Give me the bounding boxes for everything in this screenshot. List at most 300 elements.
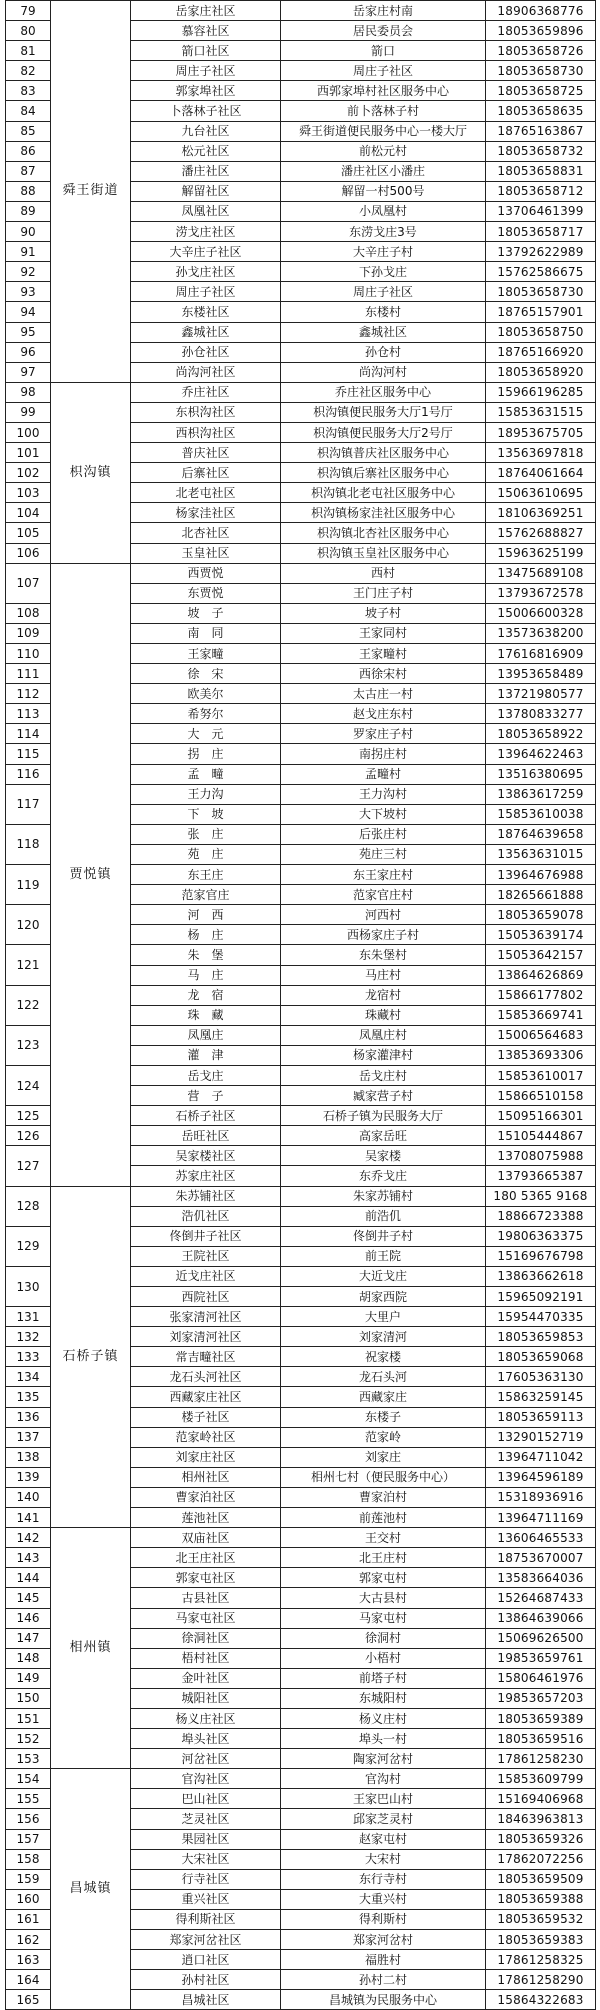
row-number: 112 [6, 684, 51, 704]
service-address: 枳沟镇便民服务大厅2号厅 [281, 422, 486, 442]
service-address: 杨义庄村 [281, 1708, 486, 1728]
community-name: 郭家埠社区 [131, 81, 281, 101]
community-name: 乔庄社区 [131, 382, 281, 402]
row-number: 134 [6, 1367, 51, 1387]
community-name: 朱 堡 [131, 945, 281, 965]
community-name: 近戈庄社区 [131, 1266, 281, 1286]
phone-number: 18906368776 [486, 1, 596, 21]
community-name: 范家岭社区 [131, 1427, 281, 1447]
community-name: 王力沟 [131, 784, 281, 804]
community-name: 古县社区 [131, 1588, 281, 1608]
phone-number: 17861258290 [486, 1970, 596, 1990]
service-address: 太古庄一村 [281, 684, 486, 704]
service-address: 周庄子社区 [281, 61, 486, 81]
service-address: 相州七村（便民服务中心） [281, 1467, 486, 1487]
service-address: 东涝戈庄3号 [281, 222, 486, 242]
row-number: 97 [6, 362, 51, 382]
phone-number: 15963625199 [486, 543, 596, 563]
phone-number: 18053659896 [486, 21, 596, 41]
phone-number: 13964676988 [486, 865, 596, 885]
town-name: 石桥子镇 [51, 1186, 131, 1528]
row-number: 127 [6, 1146, 51, 1186]
service-address: 徐洞村 [281, 1628, 486, 1648]
service-address: 大古县村 [281, 1588, 486, 1608]
service-address: 东楼村 [281, 302, 486, 322]
community-name: 巴山社区 [131, 1789, 281, 1809]
row-number: 133 [6, 1347, 51, 1367]
community-name: 相州社区 [131, 1467, 281, 1487]
row-number: 120 [6, 905, 51, 945]
row-number: 86 [6, 141, 51, 161]
service-address: 郭家屯村 [281, 1568, 486, 1588]
service-address: 埠头一村 [281, 1729, 486, 1749]
row-number: 139 [6, 1467, 51, 1487]
community-name: 王院社区 [131, 1246, 281, 1266]
phone-number: 13793672578 [486, 583, 596, 603]
row-number: 118 [6, 824, 51, 864]
service-address: 大里户 [281, 1307, 486, 1327]
phone-number: 13583664036 [486, 1568, 596, 1588]
phone-number: 18953675705 [486, 422, 596, 442]
row-number: 104 [6, 503, 51, 523]
community-name: 杨义庄社区 [131, 1708, 281, 1728]
service-address: 大宋村 [281, 1849, 486, 1869]
service-address: 马家屯村 [281, 1608, 486, 1628]
service-address: 赵家屯村 [281, 1829, 486, 1849]
service-address: 下孙戈庄 [281, 262, 486, 282]
row-number: 92 [6, 262, 51, 282]
phone-number: 18765163867 [486, 121, 596, 141]
phone-number: 13573638200 [486, 623, 596, 643]
community-name: 杨家洼社区 [131, 503, 281, 523]
community-name: 周庄子社区 [131, 282, 281, 302]
community-name: 刘家清河社区 [131, 1327, 281, 1347]
phone-number: 15966196285 [486, 382, 596, 402]
row-number: 90 [6, 222, 51, 242]
row-number: 119 [6, 865, 51, 905]
phone-number: 18265661888 [486, 885, 596, 905]
phone-number: 15866177802 [486, 985, 596, 1005]
row-number: 98 [6, 382, 51, 402]
service-address: 凤凰庄村 [281, 1025, 486, 1045]
service-address: 赵戈庄东村 [281, 704, 486, 724]
row-number: 140 [6, 1487, 51, 1507]
service-address: 东行寺村 [281, 1869, 486, 1889]
community-name: 苑 庄 [131, 844, 281, 864]
row-number: 122 [6, 985, 51, 1025]
phone-number: 18053658635 [486, 101, 596, 121]
row-number: 162 [6, 1930, 51, 1950]
row-number: 81 [6, 41, 51, 61]
service-address: 前王院 [281, 1246, 486, 1266]
community-name: 马家屯社区 [131, 1608, 281, 1628]
service-address: 西村 [281, 563, 486, 583]
service-address: 孙村二村 [281, 1970, 486, 1990]
service-address: 王力沟村 [281, 784, 486, 804]
community-name: 东王庄 [131, 865, 281, 885]
phone-number: 18053659383 [486, 1930, 596, 1950]
row-number: 101 [6, 443, 51, 463]
community-name: 涝戈庄社区 [131, 222, 281, 242]
community-name: 珠 藏 [131, 1005, 281, 1025]
row-number: 165 [6, 1990, 51, 2010]
phone-number: 18053659113 [486, 1407, 596, 1427]
phone-number: 15864322683 [486, 1990, 596, 2010]
community-name: 苏家庄社区 [131, 1166, 281, 1186]
phone-number: 18764639658 [486, 824, 596, 844]
community-name: 大 元 [131, 724, 281, 744]
phone-number: 17616816909 [486, 644, 596, 664]
phone-number: 13792622989 [486, 242, 596, 262]
row-number: 88 [6, 181, 51, 201]
service-address: 前松元村 [281, 141, 486, 161]
community-name: 拐 庄 [131, 744, 281, 764]
phone-number: 13964622463 [486, 744, 596, 764]
service-address: 王家同村 [281, 623, 486, 643]
service-address: 箭口 [281, 41, 486, 61]
service-address: 福胜村 [281, 1950, 486, 1970]
community-name: 西藏家庄社区 [131, 1387, 281, 1407]
phone-number: 15866510158 [486, 1086, 596, 1106]
phone-number: 13953658489 [486, 664, 596, 684]
row-number: 113 [6, 704, 51, 724]
community-name: 孙仓社区 [131, 342, 281, 362]
row-number: 149 [6, 1668, 51, 1688]
community-name: 昌城社区 [131, 1990, 281, 2010]
phone-number: 13863617259 [486, 784, 596, 804]
phone-number: 15105444867 [486, 1126, 596, 1146]
phone-number: 19853659761 [486, 1648, 596, 1668]
row-number: 158 [6, 1849, 51, 1869]
service-address: 东楼子 [281, 1407, 486, 1427]
row-number: 141 [6, 1508, 51, 1528]
phone-number: 18053659853 [486, 1327, 596, 1347]
row-number: 124 [6, 1065, 51, 1105]
service-address: 曹家泊村 [281, 1487, 486, 1507]
community-name: 慕容社区 [131, 21, 281, 41]
service-address: 枳沟镇普庆社区服务中心 [281, 443, 486, 463]
service-address: 小梧村 [281, 1648, 486, 1668]
community-name: 东楼社区 [131, 302, 281, 322]
community-name: 郭家屯社区 [131, 1568, 281, 1588]
phone-number: 15853631515 [486, 402, 596, 422]
phone-number: 18053658831 [486, 161, 596, 181]
row-number: 95 [6, 322, 51, 342]
service-address: 枳沟镇北老屯社区服务中心 [281, 483, 486, 503]
community-name: 九台社区 [131, 121, 281, 141]
row-number: 163 [6, 1950, 51, 1970]
phone-number: 13864626869 [486, 965, 596, 985]
community-name: 大宋社区 [131, 1849, 281, 1869]
community-name: 范家官庄 [131, 885, 281, 905]
community-name: 莲池社区 [131, 1508, 281, 1528]
community-name: 希努尔 [131, 704, 281, 724]
service-address: 吴家楼 [281, 1146, 486, 1166]
row-number: 155 [6, 1789, 51, 1809]
service-address: 西藏家庄 [281, 1387, 486, 1407]
phone-number: 18765157901 [486, 302, 596, 322]
row-number: 143 [6, 1548, 51, 1568]
service-address: 杨家灌津村 [281, 1045, 486, 1065]
phone-number: 18765166920 [486, 342, 596, 362]
phone-number: 15954470335 [486, 1307, 596, 1327]
community-name: 梧村社区 [131, 1648, 281, 1668]
community-name: 金叶社区 [131, 1668, 281, 1688]
phone-number: 17605363130 [486, 1367, 596, 1387]
phone-number: 18053659078 [486, 905, 596, 925]
community-name: 埠头社区 [131, 1729, 281, 1749]
service-address: 王家疃村 [281, 644, 486, 664]
table-row [6, 563, 596, 583]
service-address: 北王庄村 [281, 1548, 486, 1568]
service-address: 郑家河岔村 [281, 1930, 486, 1950]
community-name: 行寺社区 [131, 1869, 281, 1889]
community-name: 后寨社区 [131, 463, 281, 483]
phone-number: 18053658922 [486, 724, 596, 744]
service-address: 河西村 [281, 905, 486, 925]
service-address: 大辛庄子村 [281, 242, 486, 262]
row-number: 102 [6, 463, 51, 483]
service-address: 前卜落林子村 [281, 101, 486, 121]
service-address: 官沟村 [281, 1769, 486, 1789]
service-address: 坡子村 [281, 603, 486, 623]
community-name: 徐洞社区 [131, 1628, 281, 1648]
phone-number: 13863662618 [486, 1266, 596, 1286]
phone-number: 13864639066 [486, 1608, 596, 1628]
phone-number: 15762688827 [486, 523, 596, 543]
service-address: 潘庄社区小潘庄 [281, 161, 486, 181]
phone-number: 15063610695 [486, 483, 596, 503]
phone-number: 13563631015 [486, 844, 596, 864]
community-name: 逍口社区 [131, 1950, 281, 1970]
row-number: 129 [6, 1226, 51, 1266]
row-number: 137 [6, 1427, 51, 1447]
community-name: 玉皇社区 [131, 543, 281, 563]
community-name: 南 同 [131, 623, 281, 643]
community-name: 王家疃 [131, 644, 281, 664]
service-address: 胡家西院 [281, 1287, 486, 1307]
community-name: 杨 庄 [131, 925, 281, 945]
service-address: 南拐庄村 [281, 744, 486, 764]
service-address: 孟疃村 [281, 764, 486, 784]
row-number: 89 [6, 201, 51, 221]
table-row [6, 1528, 596, 1548]
row-number: 153 [6, 1749, 51, 1769]
phone-number: 18053658717 [486, 222, 596, 242]
row-number: 107 [6, 563, 51, 603]
service-address: 邱家芝灵村 [281, 1809, 486, 1829]
row-number: 128 [6, 1186, 51, 1226]
community-name: 北王庄社区 [131, 1548, 281, 1568]
service-address: 王家巴山村 [281, 1789, 486, 1809]
row-number: 79 [6, 1, 51, 21]
service-address: 龙宿村 [281, 985, 486, 1005]
row-number: 161 [6, 1909, 51, 1929]
phone-number: 18053658730 [486, 61, 596, 81]
row-number: 130 [6, 1266, 51, 1306]
phone-number: 15853610017 [486, 1065, 596, 1085]
service-address: 居民委员会 [281, 21, 486, 41]
service-address: 朱家苏铺村 [281, 1186, 486, 1206]
row-number: 106 [6, 543, 51, 563]
phone-number: 19853657203 [486, 1688, 596, 1708]
phone-number: 17861258230 [486, 1749, 596, 1769]
service-address: 大重兴村 [281, 1889, 486, 1909]
phone-number: 13853693306 [486, 1045, 596, 1065]
service-address: 罗家庄子村 [281, 724, 486, 744]
row-number: 93 [6, 282, 51, 302]
service-address: 石桥子镇为民服务大厅 [281, 1106, 486, 1126]
service-address: 祝家楼 [281, 1347, 486, 1367]
phone-number: 13964711169 [486, 1508, 596, 1528]
phone-number: 13475689108 [486, 563, 596, 583]
row-number: 125 [6, 1106, 51, 1126]
community-name: 得利斯社区 [131, 1909, 281, 1929]
community-name: 楼子社区 [131, 1407, 281, 1427]
row-number: 136 [6, 1407, 51, 1427]
phone-number: 18053658732 [486, 141, 596, 161]
service-address: 孙仓村 [281, 342, 486, 362]
service-address: 珠藏村 [281, 1005, 486, 1025]
phone-number: 18053659326 [486, 1829, 596, 1849]
service-address: 马庄村 [281, 965, 486, 985]
community-name: 郑家河岔社区 [131, 1930, 281, 1950]
row-number: 99 [6, 402, 51, 422]
service-address: 范家官庄村 [281, 885, 486, 905]
phone-number: 15053642157 [486, 945, 596, 965]
table-row [6, 1186, 596, 1206]
row-number: 148 [6, 1648, 51, 1668]
service-address: 前莲池村 [281, 1508, 486, 1528]
phone-number: 18053658712 [486, 181, 596, 201]
row-number: 83 [6, 81, 51, 101]
phone-number: 17862072256 [486, 1849, 596, 1869]
phone-number: 18053659516 [486, 1729, 596, 1749]
row-number: 80 [6, 21, 51, 41]
phone-number: 13290152719 [486, 1427, 596, 1447]
service-address: 前塔子村 [281, 1668, 486, 1688]
row-number: 123 [6, 1025, 51, 1065]
community-name: 营 子 [131, 1086, 281, 1106]
row-number: 145 [6, 1588, 51, 1608]
row-number: 160 [6, 1889, 51, 1909]
row-number: 109 [6, 623, 51, 643]
service-address: 岳家庄村南 [281, 1, 486, 21]
service-address: 陶家河岔村 [281, 1749, 486, 1769]
service-address: 西郭家埠村社区服务中心 [281, 81, 486, 101]
table-row [6, 1, 596, 21]
town-name: 枳沟镇 [51, 382, 131, 563]
row-number: 82 [6, 61, 51, 81]
community-name: 西枳沟社区 [131, 422, 281, 442]
community-name: 石桥子社区 [131, 1106, 281, 1126]
service-address: 范家岭 [281, 1427, 486, 1447]
phone-number: 13780833277 [486, 704, 596, 724]
row-number: 146 [6, 1608, 51, 1628]
phone-number: 15006600328 [486, 603, 596, 623]
phone-number: 18053658730 [486, 282, 596, 302]
service-address: 周庄子社区 [281, 282, 486, 302]
phone-number: 13706461399 [486, 201, 596, 221]
phone-number: 18053659388 [486, 1889, 596, 1909]
service-address: 枳沟镇便民服务大厅1号厅 [281, 402, 486, 422]
row-number: 91 [6, 242, 51, 262]
phone-number: 13793665387 [486, 1166, 596, 1186]
community-name: 东贾悦 [131, 583, 281, 603]
row-number: 138 [6, 1447, 51, 1467]
community-name: 坡 子 [131, 603, 281, 623]
service-address: 西徐宋村 [281, 664, 486, 684]
service-address: 臧家营子村 [281, 1086, 486, 1106]
community-name: 张家清河社区 [131, 1307, 281, 1327]
row-number: 131 [6, 1307, 51, 1327]
phone-number: 15053639174 [486, 925, 596, 945]
row-number: 117 [6, 784, 51, 824]
community-name: 大辛庄子社区 [131, 242, 281, 262]
phone-number: 13516380695 [486, 764, 596, 784]
phone-number: 180 5365 9168 [486, 1186, 596, 1206]
community-name: 鑫城社区 [131, 322, 281, 342]
phone-number: 19806363375 [486, 1226, 596, 1246]
community-name: 松元社区 [131, 141, 281, 161]
community-name: 果园社区 [131, 1829, 281, 1849]
row-number: 115 [6, 744, 51, 764]
row-number: 85 [6, 121, 51, 141]
community-name: 河 西 [131, 905, 281, 925]
community-name: 河岔社区 [131, 1749, 281, 1769]
service-address: 枳沟镇北杏社区服务中心 [281, 523, 486, 543]
phone-number: 18053659068 [486, 1347, 596, 1367]
phone-number: 13563697818 [486, 443, 596, 463]
community-name: 刘家庄社区 [131, 1447, 281, 1467]
phone-number: 13606465533 [486, 1528, 596, 1548]
community-name: 灌 津 [131, 1045, 281, 1065]
community-name: 箭口社区 [131, 41, 281, 61]
service-address: 东乔戈庄 [281, 1166, 486, 1186]
community-name: 西院社区 [131, 1287, 281, 1307]
row-number: 159 [6, 1869, 51, 1889]
community-name: 普庆社区 [131, 443, 281, 463]
community-name: 双庙社区 [131, 1528, 281, 1548]
phone-number: 15169676798 [486, 1246, 596, 1266]
service-address: 高家岳旺 [281, 1126, 486, 1146]
phone-number: 18764061664 [486, 463, 596, 483]
community-name: 重兴社区 [131, 1889, 281, 1909]
row-number: 154 [6, 1769, 51, 1789]
phone-number: 13964596189 [486, 1467, 596, 1487]
service-address: 东城阳村 [281, 1688, 486, 1708]
community-name: 尚沟河社区 [131, 362, 281, 382]
community-name: 周庄子社区 [131, 61, 281, 81]
service-address: 舜王街道便民服务中心一楼大厅 [281, 121, 486, 141]
community-table [5, 0, 596, 2010]
table-body [6, 1, 596, 2010]
community-name: 龙石头河社区 [131, 1367, 281, 1387]
phone-number: 18053658920 [486, 362, 596, 382]
row-number: 157 [6, 1829, 51, 1849]
service-address: 大下坡村 [281, 804, 486, 824]
service-address: 后张庄村 [281, 824, 486, 844]
service-address: 小凤凰村 [281, 201, 486, 221]
town-name: 相州镇 [51, 1528, 131, 1769]
phone-number: 18753670007 [486, 1548, 596, 1568]
town-name: 贾悦镇 [51, 563, 131, 1186]
service-address: 刘家庄 [281, 1447, 486, 1467]
service-address: 得利斯村 [281, 1909, 486, 1929]
row-number: 84 [6, 101, 51, 121]
phone-number: 18053659532 [486, 1909, 596, 1929]
phone-number: 17861258325 [486, 1950, 596, 1970]
